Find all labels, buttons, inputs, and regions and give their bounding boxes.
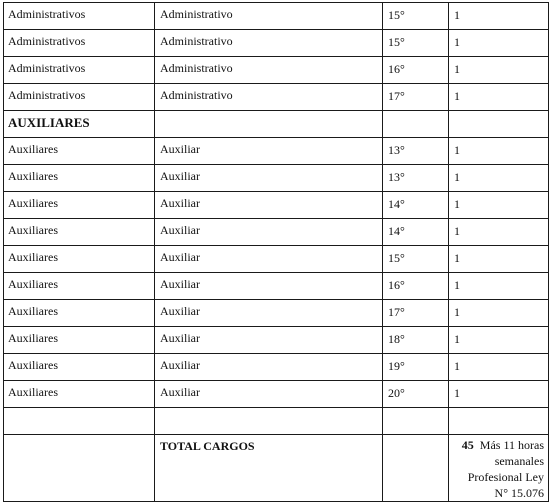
- table-row: [4, 300, 549, 327]
- category-cell: Auxiliares: [4, 381, 155, 408]
- total-label: TOTAL CARGOS: [155, 435, 383, 502]
- table-row: [4, 219, 549, 246]
- position-cell: Auxiliar: [155, 354, 383, 381]
- grade-cell: 14°: [383, 219, 449, 246]
- total-row: [4, 435, 549, 502]
- category-cell: Administrativos: [4, 30, 155, 57]
- count-cell: 1: [449, 30, 549, 57]
- grade-cell: 15°: [383, 30, 449, 57]
- category-cell: Administrativos: [4, 84, 155, 111]
- table-row: [4, 408, 549, 435]
- section-header-row: [4, 111, 549, 138]
- total-note-line: N° 15.076: [494, 486, 544, 500]
- count-cell: 1: [449, 57, 549, 84]
- grade-cell: 13°: [383, 165, 449, 192]
- position-cell: Auxiliar: [155, 381, 383, 408]
- empty-cell: [449, 111, 549, 138]
- table-row: [4, 192, 549, 219]
- grade-cell: 14°: [383, 192, 449, 219]
- count-cell: 1: [449, 192, 549, 219]
- count-cell: 1: [449, 219, 549, 246]
- count-cell: 1: [449, 327, 549, 354]
- category-cell: Auxiliares: [4, 138, 155, 165]
- table-body: [4, 3, 549, 502]
- total-note-line: Profesional Ley: [467, 470, 544, 484]
- grade-cell: 15°: [383, 3, 449, 30]
- table-row: [4, 57, 549, 84]
- empty-cell: [155, 111, 383, 138]
- category-cell: Auxiliares: [4, 246, 155, 273]
- grade-cell: 19°: [383, 354, 449, 381]
- category-cell: [4, 408, 155, 435]
- count-cell: 1: [449, 381, 549, 408]
- position-cell: Auxiliar: [155, 273, 383, 300]
- position-cell: Administrativo: [155, 57, 383, 84]
- count-cell: 1: [449, 246, 549, 273]
- position-cell: Administrativo: [155, 84, 383, 111]
- count-cell: 1: [449, 138, 549, 165]
- category-cell: Auxiliares: [4, 354, 155, 381]
- empty-cell: [383, 111, 449, 138]
- staff-positions-table: [3, 2, 549, 502]
- table-row: [4, 246, 549, 273]
- count-cell: 1: [449, 273, 549, 300]
- grade-cell: 16°: [383, 57, 449, 84]
- position-cell: Auxiliar: [155, 300, 383, 327]
- table-row: [4, 84, 549, 111]
- count-cell: [449, 408, 549, 435]
- count-cell: 1: [449, 84, 549, 111]
- count-cell: 1: [449, 300, 549, 327]
- grade-cell: 13°: [383, 138, 449, 165]
- category-cell: Auxiliares: [4, 192, 155, 219]
- category-cell: Auxiliares: [4, 165, 155, 192]
- grade-cell: 18°: [383, 327, 449, 354]
- grade-cell: 17°: [383, 300, 449, 327]
- table-row: [4, 354, 549, 381]
- empty-cell: [4, 435, 155, 502]
- position-cell: Auxiliar: [155, 219, 383, 246]
- table-row: [4, 165, 549, 192]
- category-cell: Auxiliares: [4, 327, 155, 354]
- total-count: 45: [461, 438, 474, 452]
- table-row: [4, 327, 549, 354]
- count-cell: 1: [449, 354, 549, 381]
- empty-cell: [383, 435, 449, 502]
- category-cell: Auxiliares: [4, 300, 155, 327]
- category-cell: Auxiliares: [4, 219, 155, 246]
- category-cell: Administrativos: [4, 57, 155, 84]
- count-cell: 1: [449, 3, 549, 30]
- grade-cell: 16°: [383, 273, 449, 300]
- table-row: [4, 381, 549, 408]
- total-note: [449, 435, 549, 502]
- position-cell: Auxiliar: [155, 246, 383, 273]
- position-cell: Auxiliar: [155, 165, 383, 192]
- position-cell: [155, 408, 383, 435]
- total-note-line: Más 11 horas: [479, 438, 544, 452]
- position-cell: Auxiliar: [155, 327, 383, 354]
- total-note-line: semanales: [494, 454, 544, 468]
- section-heading: AUXILIARES: [4, 111, 155, 138]
- grade-cell: 17°: [383, 84, 449, 111]
- grade-cell: 15°: [383, 246, 449, 273]
- category-cell: Auxiliares: [4, 273, 155, 300]
- position-cell: Administrativo: [155, 30, 383, 57]
- table-row: [4, 273, 549, 300]
- table-row: [4, 138, 549, 165]
- table-row: [4, 3, 549, 30]
- category-cell: Administrativos: [4, 3, 155, 30]
- grade-cell: 20°: [383, 381, 449, 408]
- count-cell: 1: [449, 165, 549, 192]
- position-cell: Auxiliar: [155, 192, 383, 219]
- position-cell: Administrativo: [155, 3, 383, 30]
- grade-cell: [383, 408, 449, 435]
- position-cell: Auxiliar: [155, 138, 383, 165]
- table-row: [4, 30, 549, 57]
